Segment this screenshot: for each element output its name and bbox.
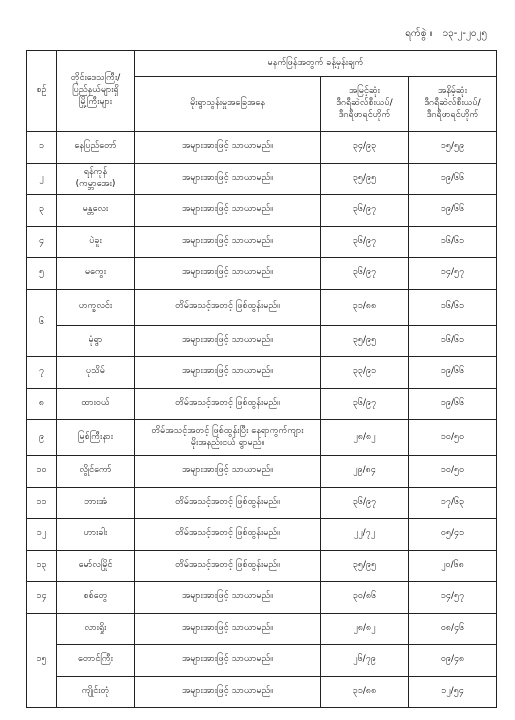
- row-low: ၁၆/၆၁: [409, 325, 497, 357]
- row-forecast: တိမ်အသင့်အတင့် ဖြစ်ထွန်းမည်။: [135, 289, 321, 325]
- header-city: [57, 51, 135, 132]
- row-high: ၃၆/၉၇: [321, 195, 409, 227]
- row-low: ၁၆/၆၁: [409, 226, 497, 258]
- header-city-line3: မြို့ကြီးများ: [78, 96, 113, 107]
- table-row: [27, 645, 497, 677]
- row-high: ၃၁/၈၈: [321, 676, 409, 708]
- row-low: ၂၀/၆၈: [409, 550, 497, 582]
- table-row: [27, 132, 497, 164]
- row-city: [57, 163, 135, 195]
- row-forecast: တိမ်အသင့်အတင့် ဖြစ်ထွန်းမည်။: [135, 550, 321, 582]
- row-number: ၇: [27, 357, 57, 389]
- header-high: [321, 77, 409, 132]
- row-low: ၁၄/၅၇: [409, 582, 497, 614]
- row-high: ၂၂/၇၂: [321, 519, 409, 551]
- row-low: ၁၉/၆၆: [409, 195, 497, 227]
- table-row: [27, 163, 497, 195]
- row-city: ပုသိမ်: [57, 357, 135, 389]
- row-city: ပဲခူး: [57, 226, 135, 258]
- row-high: ၂၈/၈၂: [321, 613, 409, 645]
- row-forecast: အများအားဖြင့် သာယာမည်။: [135, 132, 321, 164]
- row-number: ၃: [27, 195, 57, 227]
- row-high: ၂၆/၇၉: [321, 645, 409, 677]
- row-number: ၂: [27, 163, 57, 195]
- table-row: [27, 325, 497, 357]
- header-forecast: မိုးရွာသွန်းမှုအခြေအနေ: [135, 77, 321, 132]
- row-low: ၁၉/၆၆: [409, 357, 497, 389]
- row-city: မြစ်ကြီးနား: [57, 420, 135, 456]
- row-number: ၁၃: [27, 550, 57, 582]
- row-low: ၁၆/၆၁: [409, 289, 497, 325]
- row-number: ၈: [27, 388, 57, 420]
- row-forecast-line1: တိမ်အသင့်အတင့် ဖြစ်ထွန်းပြီး နေရာကွက်ကျား: [151, 425, 304, 436]
- header-low-line1: အနိမ့်ဆုံး: [437, 86, 468, 97]
- row-city: စစ်တွေ: [57, 582, 135, 614]
- row-high: ၃၆/၉၇: [321, 226, 409, 258]
- row-low: ၁၀/၅၀: [409, 420, 497, 456]
- header-low: [409, 77, 497, 132]
- row-high: ၃၆/၉၇: [321, 258, 409, 290]
- row-city: ထားဝယ်: [57, 388, 135, 420]
- row-city: လွိုင်ကော်: [57, 456, 135, 488]
- table-row: [27, 582, 497, 614]
- row-high: ၃၀/၈၆: [321, 582, 409, 614]
- row-high: ၃၄/၉၃: [321, 132, 409, 164]
- table-row: [27, 258, 497, 290]
- row-forecast: အများအားဖြင့် သာယာမည်။: [135, 226, 321, 258]
- row-low: ၁၄/၅၇: [409, 258, 497, 290]
- row-forecast: အများအားဖြင့် သာယာမည်။: [135, 582, 321, 614]
- row-number: ၁: [27, 132, 57, 164]
- header-no: စဉ်: [27, 51, 57, 132]
- row-number: ၆: [27, 289, 57, 357]
- row-high: ၃၃/၉၁: [321, 357, 409, 389]
- table-row: [27, 550, 497, 582]
- row-forecast: အများအားဖြင့် သာယာမည်။: [135, 645, 321, 677]
- row-forecast: အများအားဖြင့် သာယာမည်။: [135, 613, 321, 645]
- row-number: ၁၄: [27, 582, 57, 614]
- header-high-line1: အမြင့်ဆုံး: [349, 86, 380, 97]
- header-high-line2: ဒီဂရီဆဲလ်စီးယပ်/: [336, 98, 393, 109]
- row-city: တောင်ကြီး: [57, 645, 135, 677]
- table-row: [27, 613, 497, 645]
- row-low: ၁၅/၅၉: [409, 132, 497, 164]
- date-value: ၁၃-၂-၂၀၂၅: [442, 28, 487, 39]
- date-label: ရက်စွဲ ။: [405, 28, 433, 39]
- row-city: မော်လမြိုင်: [57, 550, 135, 582]
- row-low: ၁၇/၆၃: [409, 487, 497, 519]
- row-low: ၁၂/၅၄: [409, 676, 497, 708]
- header-high-line3: ဒီဂရီဖာရင်ဟိုက်: [338, 109, 391, 120]
- row-forecast: တိမ်အသင့်အတင့် ဖြစ်ထွန်းမည်။: [135, 519, 321, 551]
- row-high: ၃၆/၉၇: [321, 388, 409, 420]
- row-high: ၃၅/၉၅: [321, 163, 409, 195]
- row-number: ၄: [27, 226, 57, 258]
- table-row: [27, 456, 497, 488]
- row-forecast: အများအားဖြင့် သာယာမည်။: [135, 163, 321, 195]
- forecast-table: [26, 50, 497, 708]
- row-forecast: အများအားဖြင့် သာယာမည်။: [135, 676, 321, 708]
- row-forecast: အများအားဖြင့် သာယာမည်။: [135, 195, 321, 227]
- row-city: မန္တလေး: [57, 195, 135, 227]
- row-city: နေပြည်တော်: [57, 132, 135, 164]
- row-city: မုံရွာ: [57, 325, 135, 357]
- table-row: [27, 289, 497, 325]
- row-forecast: အများအားဖြင့် သာယာမည်။: [135, 456, 321, 488]
- table-row: [27, 420, 497, 456]
- row-city: လားရှိုး: [57, 613, 135, 645]
- row-forecast: တိမ်အသင့်အတင့် ဖြစ်ထွန်းမည်။: [135, 487, 321, 519]
- row-low: ၀၉/၄၈: [409, 645, 497, 677]
- row-high: ၃၅/၉၅: [321, 325, 409, 357]
- row-forecast: အများအားဖြင့် သာယာမည်။: [135, 258, 321, 290]
- row-low: ၁၀/၅၀: [409, 456, 497, 488]
- row-city: မကွေး: [57, 258, 135, 290]
- table-row: [27, 226, 497, 258]
- row-low: ၀၈/၄၆: [409, 613, 497, 645]
- row-forecast: အများအားဖြင့် သာယာမည်။: [135, 357, 321, 389]
- table-row: [27, 519, 497, 551]
- table-row: [27, 487, 497, 519]
- header-group: မနက်ဖြန်အတွက် ခန့်မှန်းချက်: [135, 51, 497, 77]
- header-city-line2: ပြည်နယ်များရှိ: [72, 85, 119, 96]
- row-high: ၃၁/၈၈: [321, 289, 409, 325]
- table-row: [27, 676, 497, 708]
- row-number: ၁၅: [27, 613, 57, 708]
- row-high: ၂၉/၈၄: [321, 456, 409, 488]
- table-row: [27, 195, 497, 227]
- row-forecast: [135, 420, 321, 456]
- header-low-line2: ဒီဂရီဆဲလ်စီးယပ်/: [424, 98, 481, 109]
- row-city: ကျိုင်းတုံ: [57, 676, 135, 708]
- row-forecast-line2: မိုးအနည်းငယ် ရွာမည်။: [190, 437, 265, 448]
- row-city: ဟားခါး: [57, 519, 135, 551]
- header-city-line1: တိုင်းဒေသကြီး/: [70, 73, 121, 84]
- row-low: ၀၅/၄၁: [409, 519, 497, 551]
- row-high: ၃၆/၉၇: [321, 487, 409, 519]
- table-row: [27, 357, 497, 389]
- row-high: ၃၅/၉၅: [321, 550, 409, 582]
- row-city-line2: (ကမ္ဘာအေး): [75, 178, 116, 189]
- row-city: ဟက္ခလင်း: [57, 289, 135, 325]
- row-low: ၁၉/၆၆: [409, 388, 497, 420]
- table-row: [27, 388, 497, 420]
- row-number: ၁၀: [27, 456, 57, 488]
- row-number: ၅: [27, 258, 57, 290]
- row-number: ၁၁: [27, 487, 57, 519]
- date-line: [405, 26, 487, 41]
- row-number: ၁၂: [27, 519, 57, 551]
- row-city-line1: ရန်ကုန်: [83, 167, 108, 178]
- row-low: ၁၉/၆၆: [409, 163, 497, 195]
- row-high: ၂၈/၈၂: [321, 420, 409, 456]
- row-number: ၉: [27, 420, 57, 456]
- row-city: ဘားအံ: [57, 487, 135, 519]
- row-forecast: တိမ်အသင့်အတင့် ဖြစ်ထွန်းမည်။: [135, 388, 321, 420]
- row-forecast: အများအားဖြင့် သာယာမည်။: [135, 325, 321, 357]
- header-low-line3: ဒီဂရီဖာရင်ဟိုက်: [426, 109, 479, 120]
